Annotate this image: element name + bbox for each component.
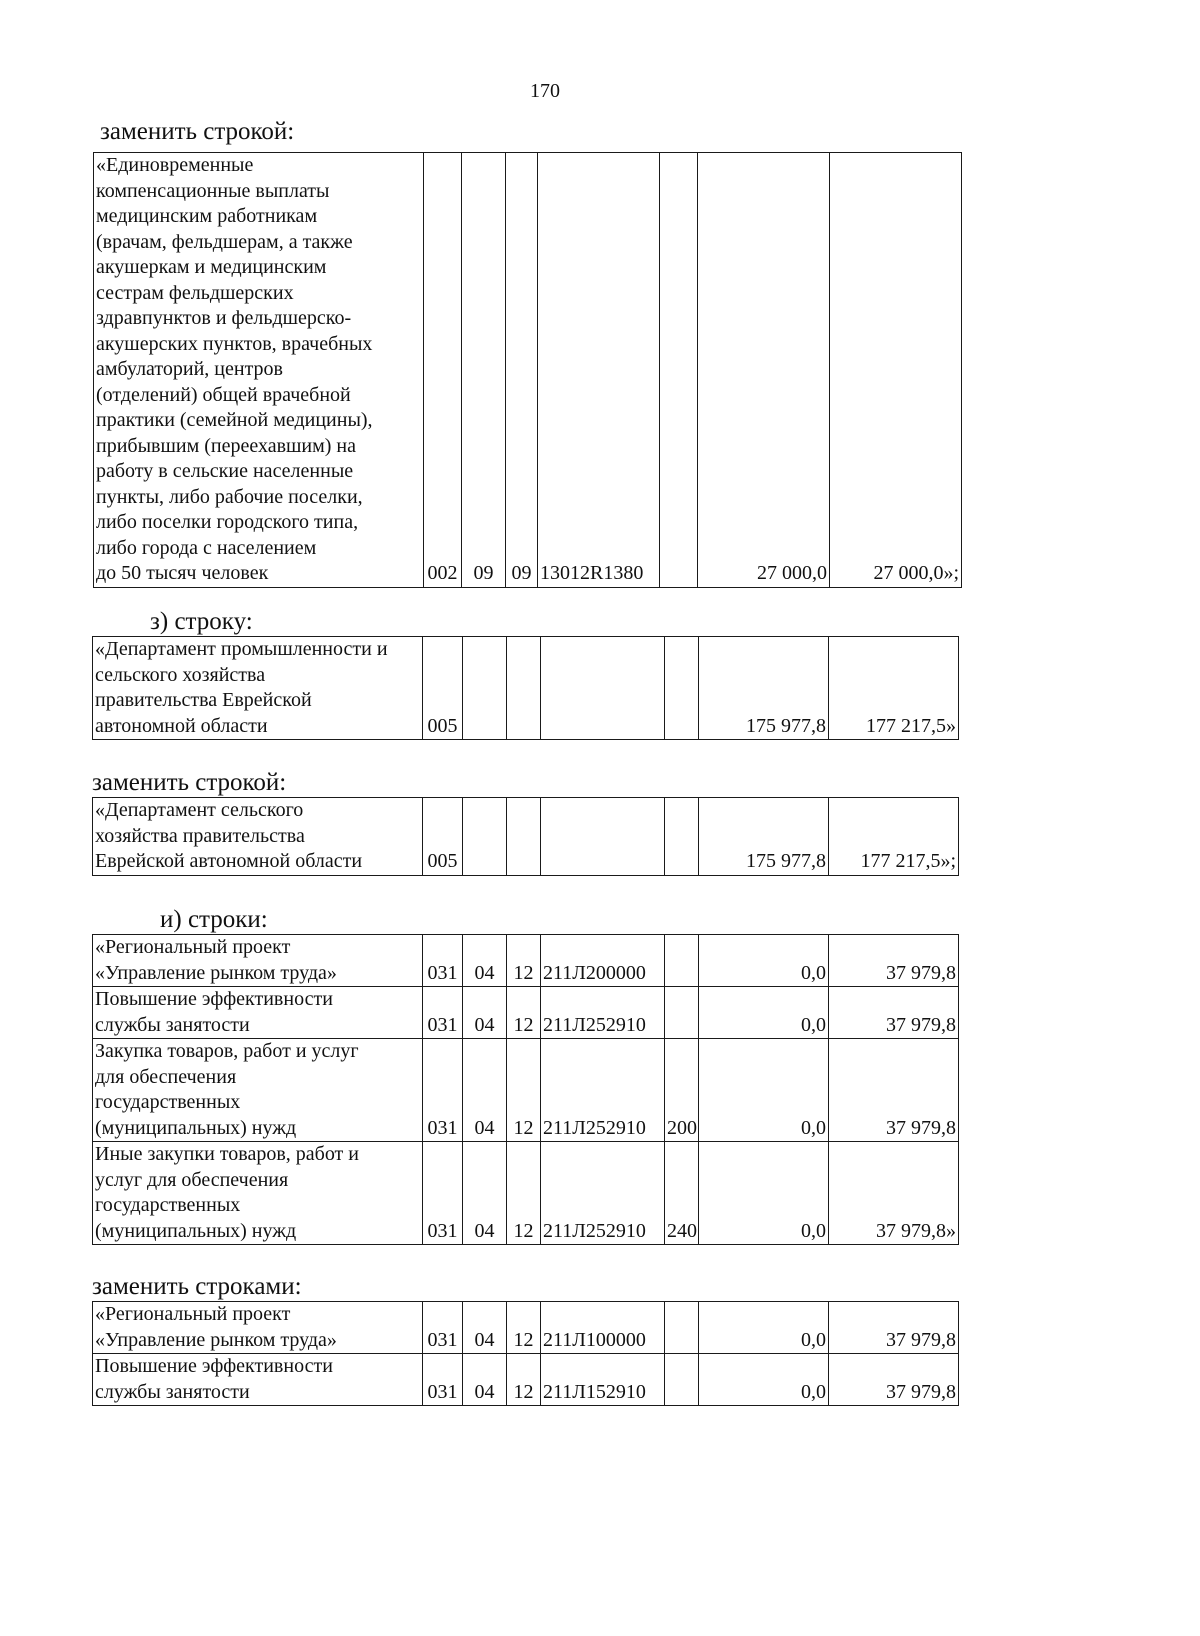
ministry-code: 005 (423, 637, 463, 740)
amount-1: 175 977,8 (699, 637, 829, 740)
name-line: автономной области (95, 714, 268, 737)
target-code: 211Л200000 (541, 935, 665, 987)
section-code: 09 (462, 153, 506, 588)
ministry-code: 031 (423, 1039, 463, 1142)
name-line: «Департамент сельского (95, 799, 304, 821)
name-line: акушеркам и медицинским (96, 256, 327, 278)
name-line: «Управление рынком труда» (95, 961, 337, 984)
section-code: 04 (463, 1302, 507, 1354)
row-name (93, 637, 423, 740)
ministry-code: 031 (423, 987, 463, 1039)
name-line: государственных (95, 1091, 241, 1113)
name-line: либо города с населением (96, 536, 317, 559)
row-name (93, 798, 423, 876)
amount-2: 177 217,5»; (829, 798, 959, 876)
amount-1: 0,0 (699, 987, 829, 1039)
section-heading: з) строку: (150, 608, 253, 635)
table-row (93, 1354, 959, 1406)
amount-1: 0,0 (699, 1142, 829, 1245)
section-heading: и) строки: (160, 906, 268, 933)
name-line: акушерских пунктов, врачебных (96, 332, 373, 355)
amount-1: 175 977,8 (699, 798, 829, 876)
subsection-code: 12 (507, 1039, 541, 1142)
table-row (94, 153, 962, 588)
budget-table (92, 1301, 959, 1406)
row-name (93, 1354, 423, 1406)
amount-2: 37 979,8 (829, 1039, 959, 1142)
name-line: «Региональный проект (95, 936, 291, 958)
name-line: (муниципальных) нужд (95, 1116, 297, 1139)
section-heading: заменить строкой: (100, 118, 295, 145)
section-code: 04 (463, 987, 507, 1039)
target-code: 211Л252910 (541, 1142, 665, 1245)
table-row (93, 935, 959, 987)
table-row (93, 637, 959, 740)
name-line: «Единовременные (96, 154, 254, 176)
expense-type-code (665, 987, 699, 1039)
section-code: 04 (463, 935, 507, 987)
row-name (93, 1302, 423, 1354)
section-code: 04 (463, 1039, 507, 1142)
target-code: 13012R1380 (538, 153, 660, 588)
table-row (93, 1039, 959, 1142)
target-code (541, 637, 665, 740)
amount-2: 37 979,8 (829, 1354, 959, 1406)
name-line: Закупка товаров, работ и услуг (95, 1040, 359, 1062)
amount-1: 0,0 (699, 1354, 829, 1406)
section-heading: заменить строкой: (92, 769, 287, 796)
name-line: пункты, либо рабочие поселки, (96, 485, 363, 508)
subsection-code (507, 798, 541, 876)
row-name (94, 153, 424, 588)
expense-type-code (665, 798, 699, 876)
target-code: 211Л252910 (541, 987, 665, 1039)
target-code (541, 798, 665, 876)
section-code (463, 798, 507, 876)
budget-table (92, 934, 959, 1245)
name-line: службы занятости (95, 1380, 250, 1403)
name-line: практики (семейной медицины), (96, 409, 373, 431)
amount-2: 37 979,8 (829, 935, 959, 987)
name-line: Иные закупки товаров, работ и (95, 1143, 360, 1165)
expense-type-code (660, 153, 698, 588)
expense-type-code (665, 1354, 699, 1406)
table-row (93, 798, 959, 876)
name-line: «Региональный проект (95, 1303, 291, 1325)
name-line: здравпунктов и фельдшерско- (96, 307, 352, 329)
name-line: (врачам, фельдшерам, а также (96, 230, 353, 253)
name-line: медицинским работникам (96, 205, 318, 227)
target-code: 211Л152910 (541, 1354, 665, 1406)
ministry-code: 031 (423, 1302, 463, 1354)
amount-2: 27 000,0»; (830, 153, 962, 588)
row-name (93, 1142, 423, 1245)
subsection-code: 12 (507, 1302, 541, 1354)
amount-1: 0,0 (699, 935, 829, 987)
name-line: до 50 тысяч человек (96, 562, 269, 584)
name-line: для обеспечения (95, 1065, 237, 1088)
table-row (93, 1302, 959, 1354)
name-line: амбулаторий, центров (96, 358, 284, 380)
table-row (93, 1142, 959, 1245)
budget-table (92, 636, 959, 740)
name-line: государственных (95, 1194, 241, 1216)
row-name (93, 1039, 423, 1142)
name-line: услуг для обеспечения (95, 1168, 289, 1191)
section-code: 04 (463, 1142, 507, 1245)
name-line: (муниципальных) нужд (95, 1219, 297, 1242)
amount-2: 37 979,8 (829, 987, 959, 1039)
name-line: работу в сельские населенные (96, 460, 354, 482)
expense-type-code (665, 935, 699, 987)
subsection-code: 12 (507, 935, 541, 987)
name-line: «Департамент промышленности и (95, 638, 388, 660)
row-name (93, 987, 423, 1039)
ministry-code: 031 (423, 1354, 463, 1406)
name-line: (отделений) общей врачебной (96, 383, 351, 406)
amount-2: 177 217,5» (829, 637, 959, 740)
amount-2: 37 979,8 (829, 1302, 959, 1354)
subsection-code: 12 (507, 987, 541, 1039)
row-name (93, 935, 423, 987)
expense-type-code (665, 1302, 699, 1354)
ministry-code: 002 (424, 153, 462, 588)
target-code: 211Л100000 (541, 1302, 665, 1354)
ministry-code: 005 (423, 798, 463, 876)
expense-type-code: 200 (665, 1039, 699, 1142)
section-heading: заменить строками: (92, 1273, 302, 1300)
subsection-code: 09 (506, 153, 538, 588)
name-line: службы занятости (95, 1013, 250, 1036)
subsection-code (507, 637, 541, 740)
target-code: 211Л252910 (541, 1039, 665, 1142)
name-line: Повышение эффективности (95, 988, 333, 1010)
name-line: сестрам фельдшерских (96, 281, 294, 304)
name-line: правительства Еврейской (95, 689, 312, 711)
amount-1: 0,0 (699, 1302, 829, 1354)
section-code: 04 (463, 1354, 507, 1406)
name-line: прибывшим (переехавшим) на (96, 434, 357, 457)
budget-table (92, 797, 959, 876)
name-line: либо поселки городского типа, (96, 511, 359, 533)
name-line: компенсационные выплаты (96, 179, 330, 202)
amount-1: 0,0 (699, 1039, 829, 1142)
table-row (93, 987, 959, 1039)
ministry-code: 031 (423, 1142, 463, 1245)
page-number: 170 (530, 80, 560, 102)
subsection-code: 12 (507, 1142, 541, 1245)
ministry-code: 031 (423, 935, 463, 987)
amount-1: 27 000,0 (698, 153, 830, 588)
expense-type-code: 240 (665, 1142, 699, 1245)
name-line: Повышение эффективности (95, 1355, 333, 1377)
name-line: сельского хозяйства (95, 663, 266, 686)
budget-table (93, 152, 962, 588)
section-code (463, 637, 507, 740)
name-line: «Управление рынком труда» (95, 1328, 337, 1351)
expense-type-code (665, 637, 699, 740)
amount-2: 37 979,8» (829, 1142, 959, 1245)
name-line: Еврейской автономной области (95, 850, 363, 872)
name-line: хозяйства правительства (95, 824, 305, 847)
subsection-code: 12 (507, 1354, 541, 1406)
